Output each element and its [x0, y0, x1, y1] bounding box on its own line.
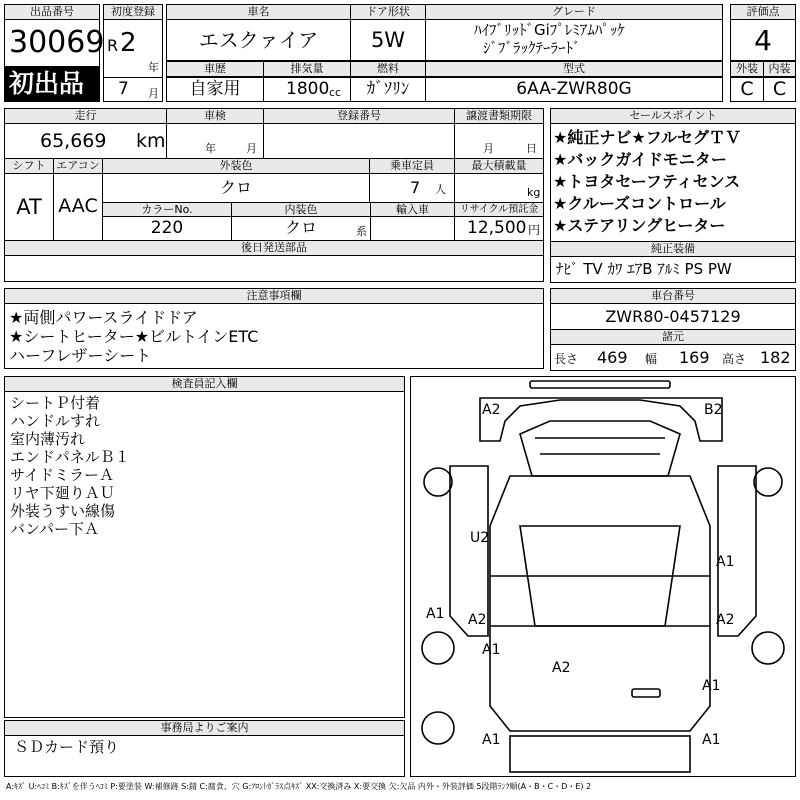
damage-mark: U2 [470, 530, 490, 546]
damage-mark: A2 [468, 612, 487, 628]
height-value: 182 [760, 348, 791, 367]
inspection-month-unit: 月 [246, 142, 257, 155]
fuel-header: 燃料 [350, 61, 426, 77]
inspection-header: 車検 [166, 108, 264, 124]
color-no: 220 [150, 218, 184, 238]
shift-header: シフト [4, 158, 54, 174]
recycle-unit: 円 [528, 223, 541, 237]
spare-wheel [422, 712, 454, 744]
office-header: 事務局よりご案内 [4, 720, 405, 736]
era-label: R [107, 36, 119, 55]
transfer-day-unit: 日 [526, 142, 537, 155]
door-header: ドア形状 [350, 4, 426, 20]
chassis-header: 車台番号 [550, 288, 796, 304]
note-3: ハーフレザーシート [9, 346, 152, 365]
damage-mark: A1 [482, 732, 501, 748]
note-1: ★両側パワースライドドア [9, 308, 198, 327]
office-note: ＳＤカード預り [14, 738, 120, 756]
legend: A:ｷｽﾞ U:ﾍｺﾐ B:ｷｽﾞを伴うﾍｺﾐ P:要塗装 W:補修跡 S:錆 C:腐食、穴 G:ﾌﾛﾝﾄｶﾞﾗｽ点ｷｽﾞ XX:交換済み X:要交換 欠:欠品 内外・外装評価 5段階ﾗﾝｸ順(A・B・C・D・E) 2 [6, 782, 592, 791]
score-header: 評価点 [730, 4, 796, 20]
aircon-header: エアコン [53, 158, 103, 174]
wheel-rear-right [752, 632, 784, 664]
height-label: 高さ [722, 352, 747, 366]
sales-point-4: ★クルーズコントロール [553, 194, 726, 213]
inspector-note-1: シートＰ付着 [10, 394, 101, 412]
door-type: 5W [370, 28, 406, 52]
inspector-note-7: 外装うすい線傷 [10, 502, 116, 520]
damage-mark: A2 [552, 660, 571, 676]
damage-mark: A2 [716, 612, 735, 628]
chassis-number: ZWR80-0457129 [605, 307, 741, 326]
sales-point-3: ★トヨタセーフティセンス [553, 172, 741, 191]
inspector-note-6: リヤ下廻りＡＵ [10, 484, 115, 502]
car-name: エスクァイア [198, 28, 319, 52]
mileage-header: 走行 [4, 108, 167, 124]
sales-point-2: ★バックガイドモニター [553, 150, 727, 169]
windshield [520, 421, 680, 476]
max-load-header: 最大積載量 [454, 158, 544, 174]
mileage-value: 65,669 [40, 130, 107, 152]
sales-point-header: セールスポイント [550, 108, 796, 124]
grade-line2: ｼﾞﾌﾞﾗｯｸﾃｰﾗｰﾄﾞ [483, 39, 581, 57]
reg-no-header: 登録番号 [263, 108, 455, 124]
shift: AT [16, 195, 42, 219]
import-header: 輸入車 [370, 202, 455, 217]
rear-bumper-bar [632, 689, 660, 697]
sales-point-1: ★純正ナビ★フルセグＴＶ [553, 128, 742, 147]
int-color: クロ [284, 218, 317, 237]
capacity-header: 乗車定員 [369, 158, 455, 174]
model-code-header: 型式 [425, 61, 723, 77]
dims-header: 諸元 [550, 329, 796, 345]
max-load-unit: kg [527, 186, 541, 199]
inspection-year-unit: 年 [205, 142, 216, 155]
car-diagram [410, 376, 796, 777]
year-unit: 年 [148, 61, 159, 74]
aircon: AAC [58, 195, 98, 217]
later-parts-box [4, 255, 544, 282]
interior-score: C [772, 78, 787, 100]
displacement-header: 排気量 [263, 61, 351, 77]
inspector-note-3: 室内薄汚れ [10, 430, 86, 448]
genuine-equipment: ﾅﾋﾞ TV ｶﾜ ｴｱB ｱﾙﾐ PS PW [556, 260, 732, 278]
first-reg-month: 7 [118, 79, 129, 99]
damage-mark: A2 [482, 402, 501, 418]
history-header: 車歴 [166, 61, 264, 77]
cabin [490, 476, 710, 731]
car-name-header: 車名 [166, 4, 351, 20]
body-outline [480, 398, 722, 441]
genuine-header: 純正装備 [550, 241, 796, 257]
inspector-header: 検査員記入欄 [4, 376, 405, 392]
note-2: ★シートヒーター★ビルトインETC [9, 327, 259, 346]
ext-color: クロ [219, 178, 252, 197]
notes-header: 注意事項欄 [4, 288, 544, 304]
damage-mark: A1 [702, 732, 721, 748]
int-color-header: 内装色 [231, 202, 371, 217]
wheel-rear-left [422, 632, 454, 664]
model-code: 6AA-ZWR80G [516, 79, 632, 99]
grade-line1: ﾊｲﾌﾞﾘｯﾄﾞGiﾌﾟﾚﾐｱﾑﾊﾟｯｹ [474, 21, 625, 39]
interior-header: 内装 [763, 61, 796, 77]
ext-color-header: 外装色 [102, 158, 370, 174]
transfer-month-unit: 月 [483, 142, 494, 155]
first-listing-label: 初出品 [9, 69, 85, 98]
lot-number: 30069 [9, 25, 105, 60]
inspector-note-2: ハンドルすれ [10, 412, 101, 430]
recycle-value: 12,500 [467, 218, 527, 238]
reg-no-box [263, 123, 455, 159]
inspector-note-8: バンパー下Ａ [10, 520, 99, 538]
recycle-header: リサイクル預託金 [454, 202, 544, 217]
damage-mark: A1 [716, 554, 735, 570]
grade-header: グレード [425, 4, 723, 20]
displacement-unit: cc [329, 86, 342, 99]
color-no-header: カラーNo. [102, 202, 232, 217]
month-unit: 月 [148, 87, 159, 100]
length-value: 469 [597, 348, 628, 367]
capacity-unit: 人 [435, 183, 446, 196]
left-side-panel [450, 466, 488, 636]
right-side-panel [718, 466, 756, 636]
transfer-header: 譲渡書類期限 [454, 108, 544, 124]
mileage-unit: km [136, 130, 166, 152]
wheel-front-left [424, 468, 452, 496]
length-label: 長さ [554, 352, 579, 366]
damage-mark: B2 [704, 402, 723, 418]
damage-mark: A1 [482, 642, 501, 658]
rear-panel [510, 736, 690, 772]
displacement-value: 1800 [286, 79, 330, 99]
first-reg-year: 2 [120, 28, 137, 58]
first-registration-header: 初度登録 [103, 4, 163, 20]
sales-point-5: ★ステアリングヒーター [553, 216, 726, 235]
damage-mark: A1 [426, 606, 445, 622]
exterior-score: C [740, 78, 754, 100]
int-color-unit: 系 [356, 225, 367, 238]
fuel: ｶﾞｿﾘﾝ [366, 79, 410, 99]
overall-score: 4 [754, 24, 772, 57]
width-label: 幅 [645, 352, 658, 366]
front-bumper-bar [530, 381, 670, 388]
history: 自家用 [189, 79, 241, 99]
damage-mark: A1 [702, 678, 721, 694]
width-value: 169 [679, 348, 710, 367]
capacity-value: 7 [410, 178, 421, 197]
exterior-header: 外装 [730, 61, 764, 77]
lot-number-header: 出品番号 [4, 4, 100, 20]
inspector-note-5: サイドミラーＡ [10, 466, 114, 484]
later-parts-header: 後日発送部品 [4, 240, 544, 256]
inspector-note-4: エンドパネルＢ１ [10, 448, 130, 466]
import-box [370, 216, 455, 241]
wheel-front-right [754, 468, 782, 496]
